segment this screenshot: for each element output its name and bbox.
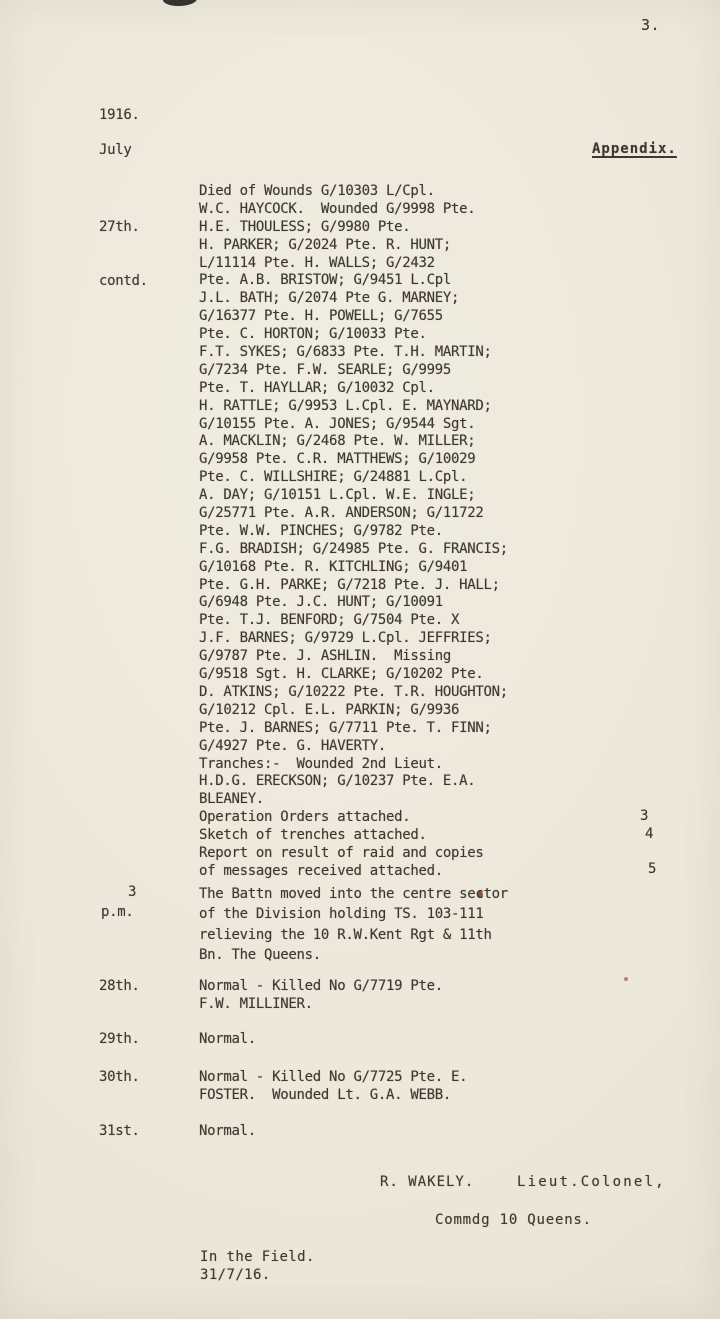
entry-date-29th: 29th.	[99, 1031, 140, 1047]
signature-rank: Lieut.Colonel,	[517, 1174, 666, 1190]
footer-date: 31/7/16.	[200, 1267, 271, 1283]
time-marker-meridiem: p.m.	[101, 904, 134, 920]
year-label: 1916.	[99, 107, 140, 123]
diary-line: G/10212 Cpl. E.L. PARKIN; G/9936	[199, 701, 460, 718]
diary-line: G/10168 Pte. R. KITCHLING; G/9401	[199, 558, 468, 575]
diary-line: Sketch of trenches attached.	[199, 827, 427, 844]
diary-line: A. DAY; G/10151 L.Cpl. W.E. INGLE;	[199, 487, 476, 504]
diary-line: D. ATKINS; G/10222 Pte. T.R. HOUGHTON;	[199, 683, 508, 700]
diary-line: H.E. THOULESS; G/9980 Pte.	[199, 218, 411, 235]
diary-line: Operation Orders attached.	[199, 809, 411, 826]
diary-line: Normal.	[199, 1031, 256, 1047]
diary-line: Pte. J. BARNES; G/7711 Pte. T. FINN;	[199, 719, 492, 736]
diary-line: Bn. The Queens.	[199, 947, 321, 964]
diary-line: Normal.	[199, 1123, 256, 1139]
diary-line: Pte. A.B. BRISTOW; G/9451 L.Cpl	[199, 272, 451, 289]
entry-date-28th: 28th.	[99, 978, 140, 994]
diary-line: H. RATTLE; G/9953 L.Cpl. E. MAYNARD;	[199, 397, 492, 414]
signature-command: Commdg 10 Queens.	[435, 1212, 592, 1228]
time-marker-number: 3	[128, 884, 137, 900]
diary-line: FOSTER. Wounded Lt. G.A. WEBB.	[199, 1086, 451, 1103]
diary-line: BLEANEY.	[199, 791, 265, 808]
appendix-ref-5: 5	[648, 861, 657, 877]
entry-date-31st: 31st.	[99, 1123, 140, 1139]
entry-30th-body	[199, 1069, 467, 1105]
entry-date-note: contd.	[99, 272, 148, 289]
page-number: 3.	[641, 16, 661, 34]
diary-line: Died of Wounds G/10303 L/Cpl.	[199, 183, 435, 199]
diary-line: of the Division holding TS. 103-111	[199, 906, 484, 923]
appendix-ref-3: 3	[640, 808, 649, 824]
diary-line: G/6948 Pte. J.C. HUNT; G/10091	[199, 594, 443, 611]
diary-line: G/9518 Sgt. H. CLARKE; G/10202 Pte.	[199, 666, 484, 683]
diary-line: Pte. T.J. BENFORD; G/7504 Pte. X	[199, 612, 460, 629]
diary-line: Tranches:- Wounded 2nd Lieut.	[199, 755, 443, 772]
diary-line: Pte. C. WILLSHIRE; G/24881 L.Cpl.	[199, 469, 468, 486]
diary-line: Pte. T. HAYLLAR; G/10032 Cpl.	[199, 379, 435, 396]
diary-line: relieving the 10 R.W.Kent Rgt & 11th	[199, 926, 492, 943]
entry-28th-body	[199, 978, 443, 1014]
appendix-ref-4: 4	[645, 826, 654, 842]
diary-line: G/7234 Pte. F.W. SEARLE; G/9995	[199, 361, 451, 378]
diary-line: Pte. G.H. PARKE; G/7218 Pte. J. HALL;	[199, 576, 500, 593]
ink-smudge	[163, 0, 197, 7]
diary-line: L/11114 Pte. H. WALLS; G/2432	[199, 254, 435, 271]
diary-line: F.W. MILLINER.	[199, 995, 313, 1012]
diary-line: F.T. SYKES; G/6833 Pte. T.H. MARTIN;	[199, 344, 492, 361]
entry-date-27th	[99, 183, 148, 326]
diary-line: The Battn moved into the centre sector	[199, 886, 508, 902]
diary-line: Pte. C. HORTON; G/10033 Pte.	[199, 326, 427, 343]
diary-line: Report on result of raid and copies	[199, 844, 484, 861]
diary-line: G/10155 Pte. A. JONES; G/9544 Sgt.	[199, 415, 476, 432]
appendix-heading: Appendix.	[592, 141, 677, 157]
month-label: July	[99, 142, 132, 158]
entry-31st-body	[199, 1123, 256, 1141]
diary-line: G/9958 Pte. C.R. MATTHEWS; G/10029	[199, 451, 476, 468]
diary-line: G/16377 Pte. H. POWELL; G/7655	[199, 308, 443, 325]
entry-27th-movement	[199, 884, 508, 966]
entry-29th-body	[199, 1031, 256, 1049]
diary-line: G/9787 Pte. J. ASHLIN. Missing	[199, 648, 451, 665]
footer-place: In the Field.	[200, 1249, 315, 1265]
diary-line: G/25771 Pte. A.R. ANDERSON; G/11722	[199, 505, 484, 522]
diary-line: Normal - Killed No G/7719 Pte.	[199, 978, 443, 994]
diary-line: H.D.G. ERECKSON; G/10237 Pte. E.A.	[199, 773, 476, 790]
paper-speck	[624, 977, 628, 981]
diary-line: W.C. HAYCOCK. Wounded G/9998 Pte.	[199, 200, 476, 217]
diary-line: Pte. W.W. PINCHES; G/9782 Pte.	[199, 522, 443, 539]
entry-27th-body	[199, 183, 508, 881]
diary-line: H. PARKER; G/2024 Pte. R. HUNT;	[199, 236, 451, 253]
entry-date-30th: 30th.	[99, 1069, 140, 1085]
diary-line: J.L. BATH; G/2074 Pte G. MARNEY;	[199, 290, 460, 307]
signature-name: R. WAKELY.	[380, 1174, 475, 1190]
diary-line: F.G. BRADISH; G/24985 Pte. G. FRANCIS;	[199, 540, 508, 557]
diary-line: A. MACKLIN; G/2468 Pte. W. MILLER;	[199, 433, 476, 450]
diary-line: Normal - Killed No G/7725 Pte. E.	[199, 1069, 468, 1085]
diary-line: G/4927 Pte. G. HAVERTY.	[199, 737, 386, 754]
diary-line: J.F. BARNES; G/9729 L.Cpl. JEFFRIES;	[199, 630, 492, 647]
diary-line: of messages received attached.	[199, 862, 443, 879]
entry-date-label: 27th.	[99, 218, 140, 235]
